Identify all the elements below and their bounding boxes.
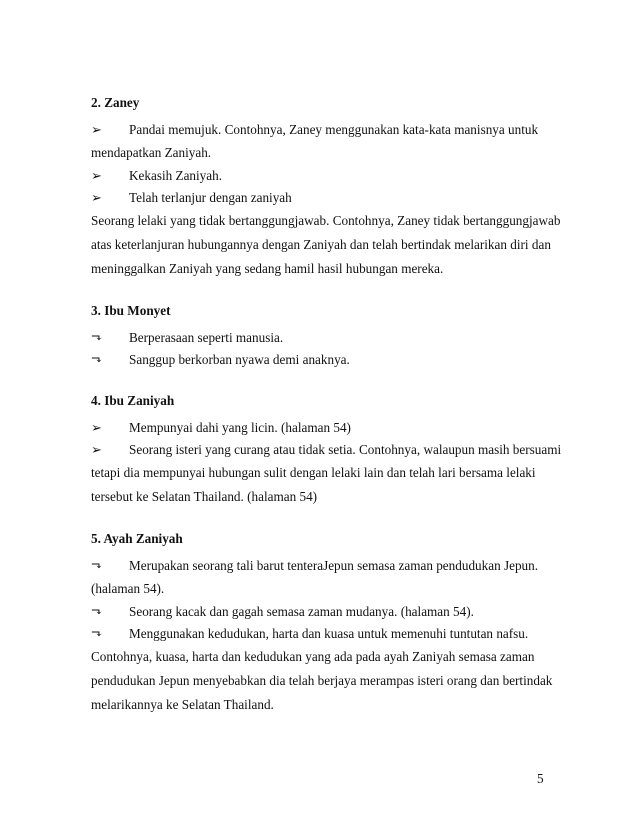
section-heading: 5. Ayah Zaniyah	[91, 531, 183, 546]
character-section	[91, 391, 562, 509]
bullet-item	[91, 601, 551, 623]
paragraph-line: tersebut ke Selatan Thailand. (halaman 54)	[91, 489, 318, 504]
paragraph-line: Seorang lelaki yang tidak bertanggungjawab. Contohnya, Zaney tidak bertanggungjawab	[91, 213, 561, 228]
bullet-text: Berperasaan seperti manusia.	[129, 330, 284, 345]
hooked-arrow-bullet-icon: ⬎	[91, 352, 103, 367]
arrowhead-bullet-icon: ➢	[91, 168, 103, 183]
paragraph-line: tetapi dia mempunyai hubungan sulit dengan lelaki lain dan telah lari bersama lelaki	[91, 465, 536, 480]
paragraph-line: melarikannya ke Selatan Thailand.	[91, 697, 274, 712]
bullet-item	[91, 187, 551, 209]
paragraph-line: Contohnya, kuasa, harta dan kedudukan yang ada pada ayah Zaniyah semasa zaman	[91, 649, 535, 664]
character-section	[91, 529, 551, 717]
character-section	[91, 93, 561, 281]
arrowhead-bullet-icon: ➢	[91, 190, 103, 205]
section-gap	[91, 281, 551, 301]
section-heading: 3. Ibu Monyet	[91, 303, 171, 318]
paragraph-line: meninggalkan Zaniyah yang sedang hamil hasil hubungan mereka.	[91, 261, 444, 276]
bullet-item	[91, 349, 551, 371]
bullet-text: Telah terlanjur dengan zaniyah	[129, 190, 292, 205]
bullet-text: Pandai memujuk. Contohnya, Zaney menggunakan kata-kata manisnya untuk	[129, 122, 539, 137]
arrowhead-bullet-icon: ➢	[91, 442, 103, 457]
bullet-item	[91, 327, 551, 349]
bullet-text: Merupakan seorang tali barut tenteraJepun semasa zaman pendudukan Jepun.	[129, 558, 539, 573]
bullet-item	[91, 555, 551, 577]
hooked-arrow-bullet-icon: ⬎	[91, 604, 103, 619]
arrowhead-bullet-icon: ➢	[91, 420, 103, 435]
bullet-text: Sanggup berkorban nyawa demi anaknya.	[129, 352, 350, 367]
paragraph-line: pendudukan Jepun menyebabkan dia telah berjaya merampas isteri orang dan bertindak	[91, 673, 553, 688]
hooked-arrow-bullet-icon: ⬎	[91, 558, 103, 573]
bullet-text: Kekasih Zaniyah.	[129, 168, 223, 183]
document-body	[91, 93, 562, 717]
paragraph-line: (halaman 54).	[91, 581, 165, 596]
hooked-arrow-bullet-icon: ⬎	[91, 330, 103, 345]
bullet-text: Menggunakan kedudukan, harta dan kuasa untuk memenuhi tuntutan nafsu.	[129, 626, 529, 641]
character-section	[91, 301, 551, 371]
bullet-text: Seorang isteri yang curang atau tidak setia. Contohnya, walaupun masih bersuami	[129, 442, 562, 457]
bullet-item	[91, 623, 551, 645]
section-gap	[91, 509, 551, 529]
page-number: 5	[537, 771, 544, 786]
hooked-arrow-bullet-icon: ⬎	[91, 626, 103, 641]
section-heading: 4. Ibu Zaniyah	[91, 393, 175, 408]
section-heading: 2. Zaney	[91, 95, 140, 110]
bullet-item	[91, 439, 562, 461]
bullet-text: Seorang kacak dan gagah semasa zaman mudanya. (halaman 54).	[129, 604, 474, 619]
bullet-text: Mempunyai dahi yang licin. (halaman 54)	[129, 420, 351, 435]
bullet-item	[91, 119, 551, 141]
arrowhead-bullet-icon: ➢	[91, 122, 103, 137]
paragraph-line: mendapatkan Zaniyah.	[91, 145, 212, 160]
paragraph-line: atas keterlanjuran hubungannya dengan Zaniyah dan telah bertindak melarikan diri dan	[91, 237, 551, 252]
bullet-item	[91, 165, 551, 187]
bullet-item	[91, 417, 551, 439]
section-gap	[91, 371, 551, 391]
